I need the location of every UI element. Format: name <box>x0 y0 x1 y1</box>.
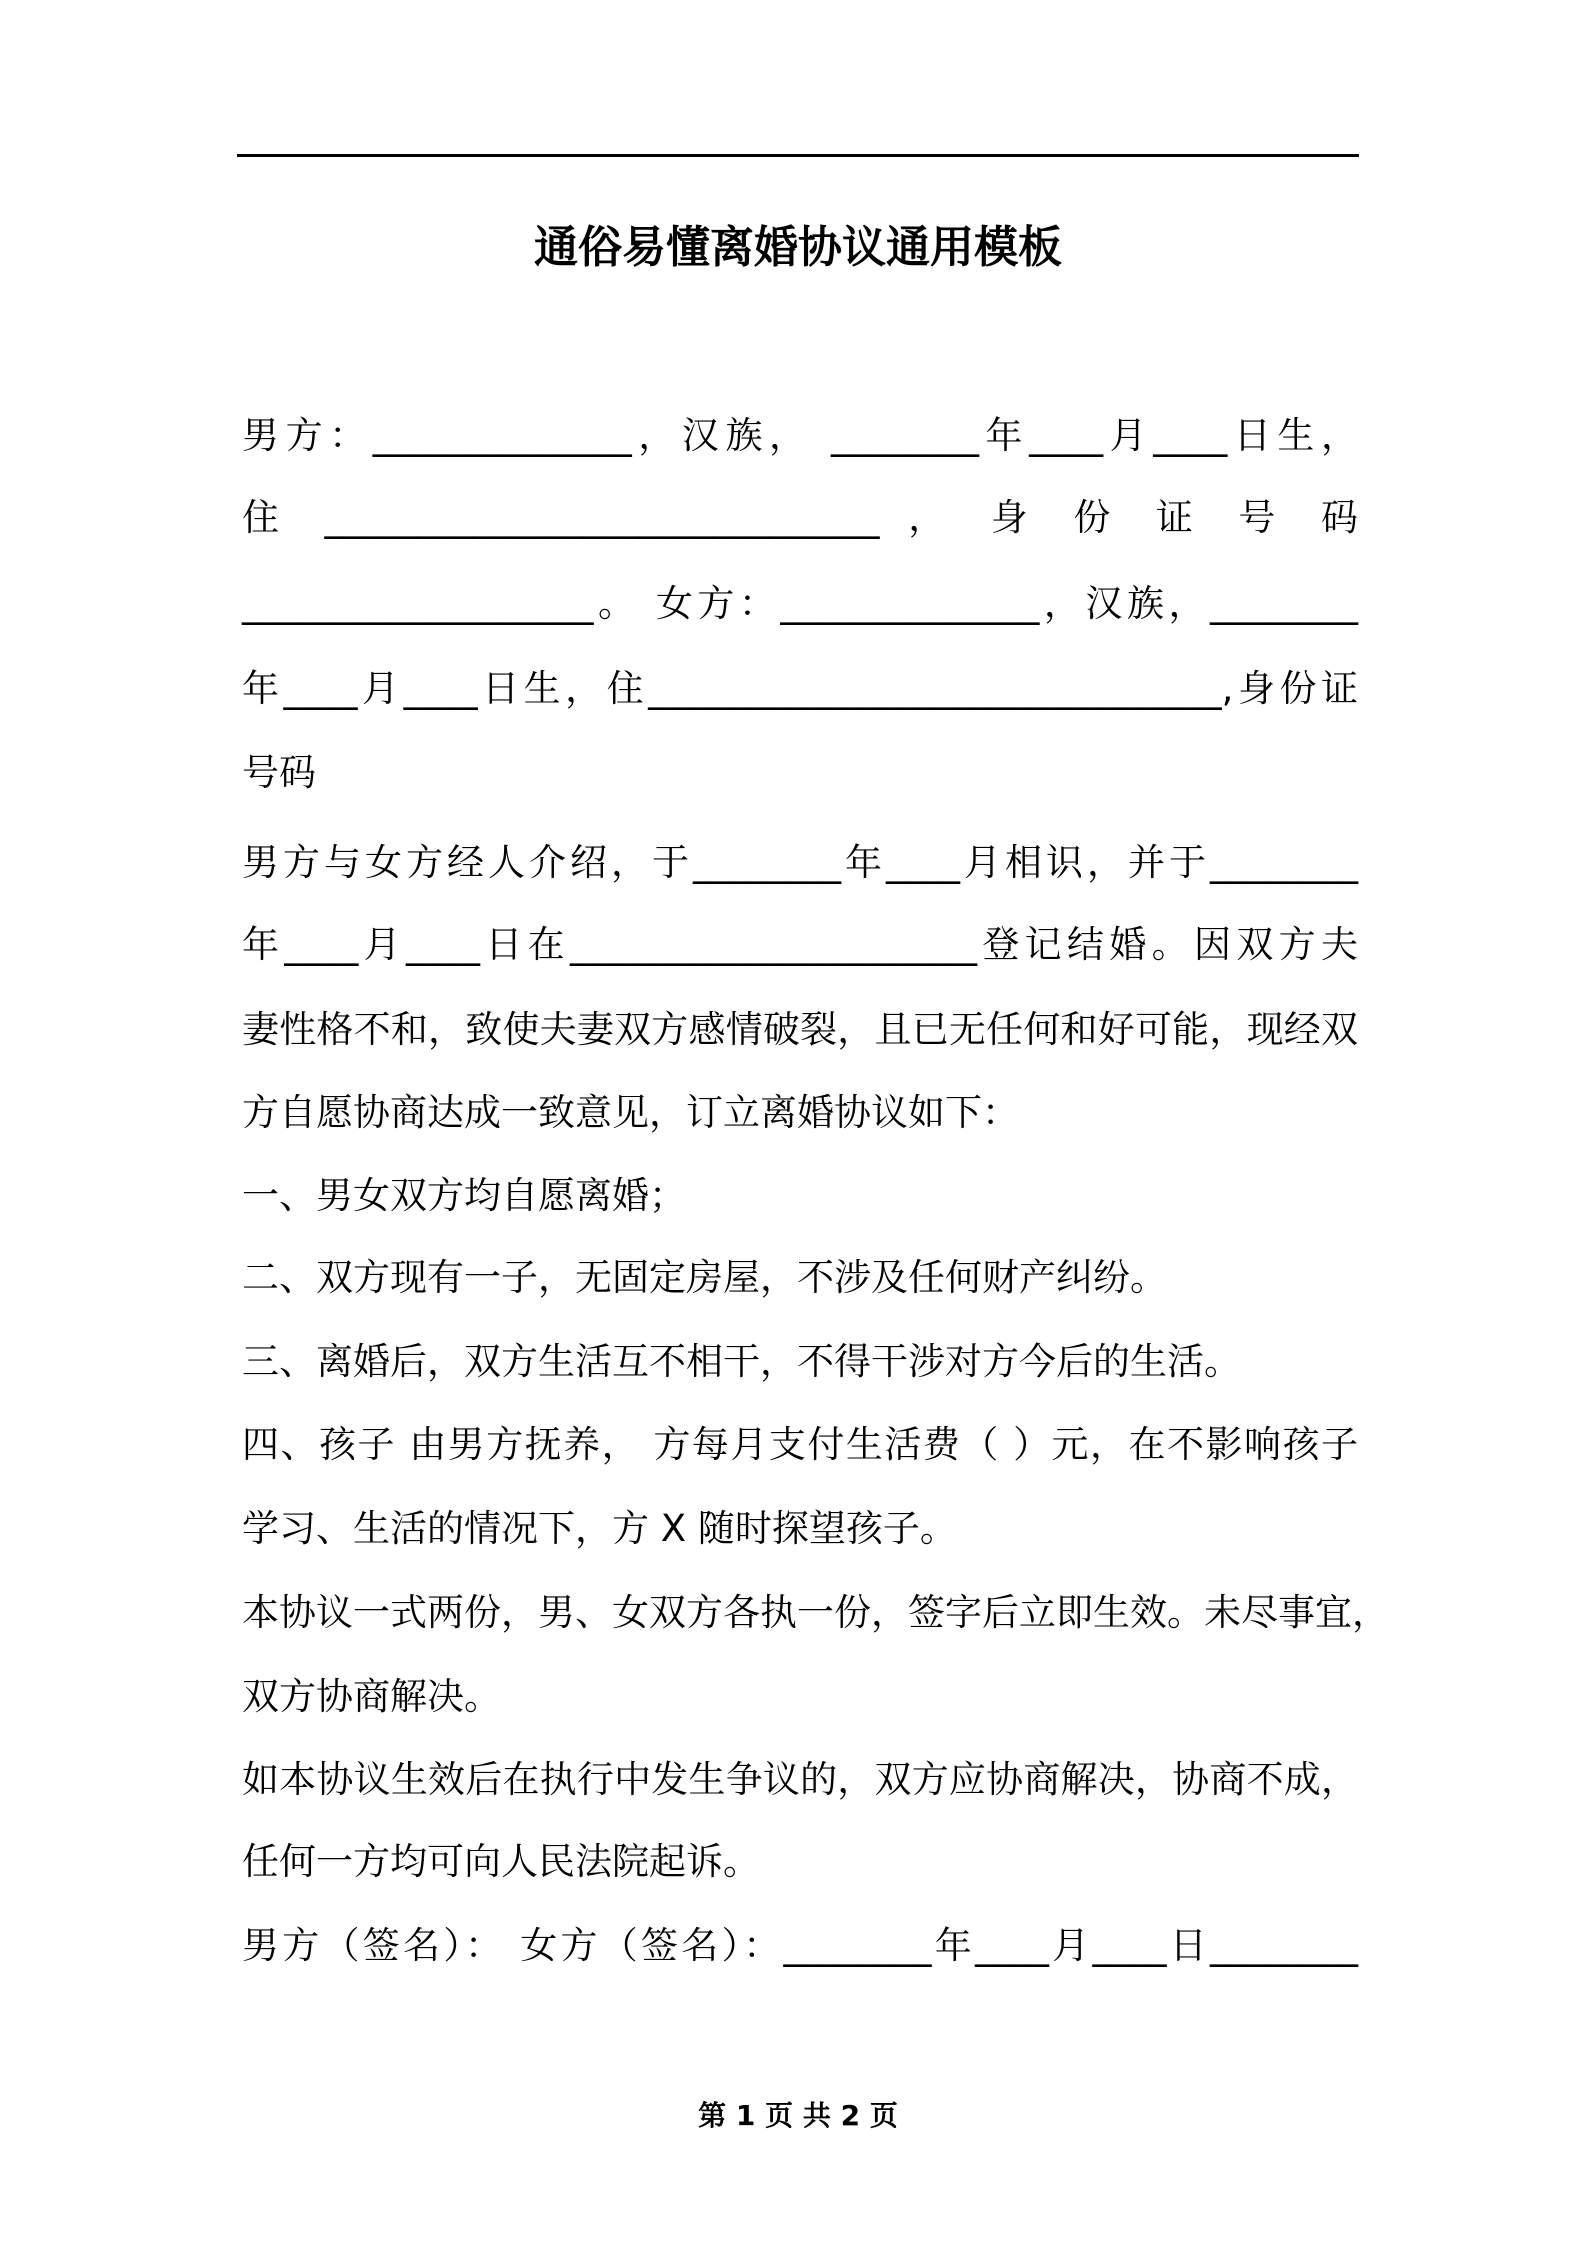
body-line-female-info: ___________________。 女方：______________，汉族，________ <box>242 582 1358 625</box>
body-line-agreement-intro: 方自愿协商达成一致意见，订立离婚协议如下： <box>242 1091 1019 1134</box>
body-line-female-address: 年____月____日生，住_______________________________,身份证 <box>242 667 1358 710</box>
body-line-copies-continued: 双方协商解决。 <box>242 1675 501 1718</box>
body-line-male-address: 住 ______________________________ ， 身 份 证 号 码 <box>242 496 1358 539</box>
page-indicator: 第 1 页 共 2 页 <box>698 2099 898 2132</box>
body-line-id-number: 号码 <box>242 751 316 794</box>
clause-2: 二、双方现有一子，无固定房屋，不涉及任何财产纠纷。 <box>242 1256 1167 1299</box>
header-rule <box>237 154 1359 157</box>
body-line-reason: 妻性格不和，致使夫妻双方感情破裂，且已无任何和好可能，现经双 <box>242 1008 1358 1051</box>
clause-4-continued: 学习、生活的情况下，方 X 随时探望孩子。 <box>242 1507 957 1550</box>
document-title: 通俗易懂离婚协议通用模板 <box>534 222 1062 273</box>
body-line-dispute-continued: 任何一方均可向人民法院起诉。 <box>242 1840 760 1883</box>
clause-1: 一、男女双方均自愿离婚； <box>242 1174 686 1217</box>
body-line-male-info: 男方：______________，汉族， ________年____月____日生， <box>242 414 1358 457</box>
body-line-marriage-registration: 年____月____日在______________________登记结婚。因双方夫 <box>242 923 1358 966</box>
body-line-intro: 男方与女方经人介绍，于________年____月相识，并于________ <box>242 841 1358 884</box>
clause-4: 四、孩子 由男方抚养， 方每月支付生活费（ ）元，在不影响孩子 <box>242 1423 1358 1466</box>
body-line-dispute: 如本协议生效后在执行中发生争议的，双方应协商解决，协商不成， <box>242 1758 1358 1801</box>
signature-line: 男方（签名）： 女方（签名）：________年____月____日________ <box>242 1924 1358 1967</box>
clause-3: 三、离婚后，双方生活互不相干，不得干涉对方今后的生活。 <box>242 1340 1241 1383</box>
body-line-copies: 本协议一式两份，男、女双方各执一份，签字后立即生效。未尽事宜， <box>242 1591 1389 1634</box>
